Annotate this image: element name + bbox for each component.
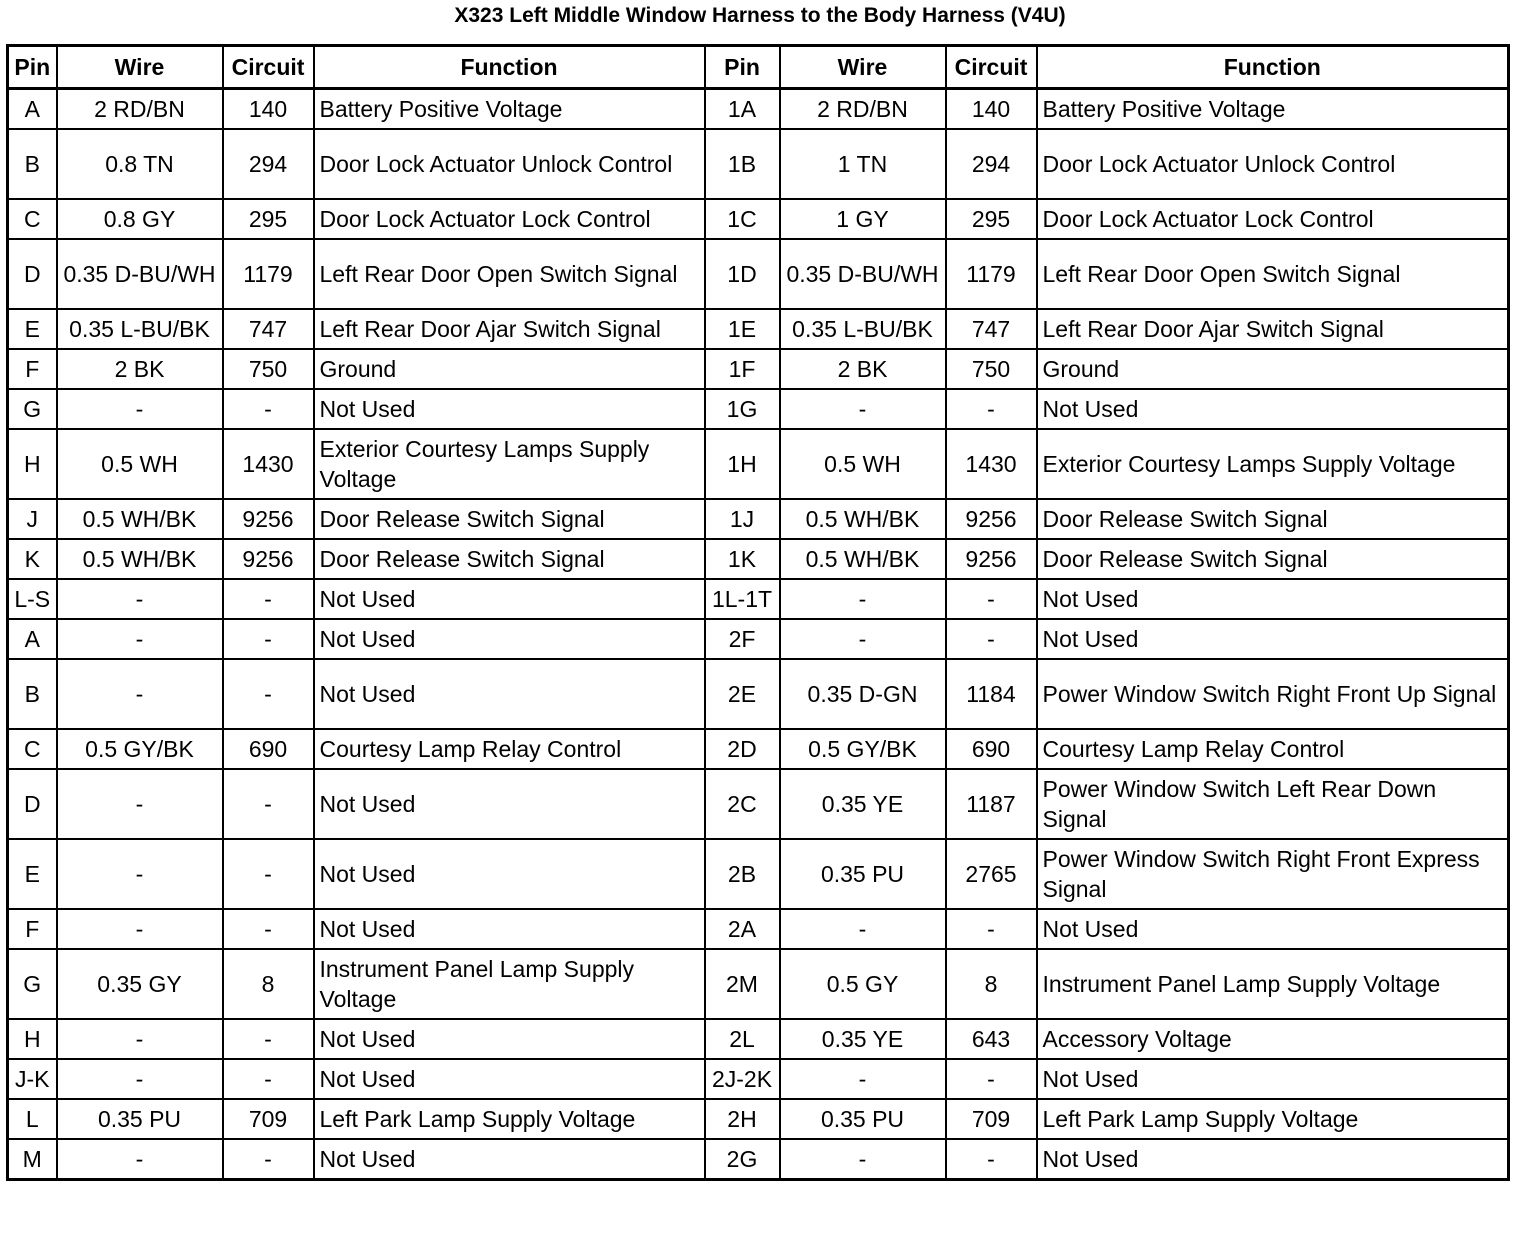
pin-cell-2: 1A <box>705 89 780 130</box>
wire-cell-2: - <box>780 1139 946 1180</box>
function-cell-2: Not Used <box>1037 579 1509 619</box>
circuit-cell-2: - <box>946 389 1037 429</box>
pin-cell-2: 1D <box>705 239 780 309</box>
circuit-cell-2: 9256 <box>946 499 1037 539</box>
pin-cell: D <box>8 239 57 309</box>
circuit-cell: - <box>223 659 314 729</box>
wire-cell: 0.35 PU <box>57 1099 223 1139</box>
wire-cell: - <box>57 1019 223 1059</box>
function-cell-2: Not Used <box>1037 1059 1509 1099</box>
circuit-cell-2: - <box>946 619 1037 659</box>
table-row <box>8 129 1509 199</box>
pin-cell: D <box>8 769 57 839</box>
wire-cell: - <box>57 659 223 729</box>
pin-cell-2: 2B <box>705 839 780 909</box>
function-cell-2: Power Window Switch Right Front Express Signal <box>1037 839 1509 909</box>
circuit-cell: 140 <box>223 89 314 130</box>
wire-cell-2: 2 RD/BN <box>780 89 946 130</box>
table-row <box>8 769 1509 839</box>
pin-cell-2: 1F <box>705 349 780 389</box>
circuit-cell: 9256 <box>223 499 314 539</box>
function-cell-2: Not Used <box>1037 1139 1509 1180</box>
pin-cell: G <box>8 949 57 1019</box>
wire-cell: - <box>57 839 223 909</box>
pin-cell-2: 2L <box>705 1019 780 1059</box>
wire-cell-2: 0.35 PU <box>780 1099 946 1139</box>
function-cell-2: Door Release Switch Signal <box>1037 499 1509 539</box>
pin-cell: L-S <box>8 579 57 619</box>
pin-cell: H <box>8 1019 57 1059</box>
wire-cell-2: 0.35 D-BU/WH <box>780 239 946 309</box>
wire-cell: - <box>57 909 223 949</box>
pin-cell-2: 2C <box>705 769 780 839</box>
page-title: X323 Left Middle Window Harness to the Body Harness (V4U) <box>454 4 1066 27</box>
table-row <box>8 539 1509 579</box>
function-cell: Not Used <box>314 769 705 839</box>
pin-cell: G <box>8 389 57 429</box>
pin-cell: C <box>8 729 57 769</box>
pin-cell: J <box>8 499 57 539</box>
pin-cell-2: 2D <box>705 729 780 769</box>
function-cell: Not Used <box>314 619 705 659</box>
table-row <box>8 909 1509 949</box>
pin-cell-2: 1L-1T <box>705 579 780 619</box>
wire-cell-2: 0.5 WH <box>780 429 946 499</box>
wire-cell-2: 0.35 YE <box>780 769 946 839</box>
wire-cell: 0.35 GY <box>57 949 223 1019</box>
pin-cell-2: 1K <box>705 539 780 579</box>
pin-cell: M <box>8 1139 57 1180</box>
function-cell-2: Courtesy Lamp Relay Control <box>1037 729 1509 769</box>
function-cell: Not Used <box>314 579 705 619</box>
function-cell-2: Power Window Switch Right Front Up Signal <box>1037 659 1509 729</box>
function-cell: Battery Positive Voltage <box>314 89 705 130</box>
wire-cell-2: 0.5 GY <box>780 949 946 1019</box>
wire-cell: 0.35 D-BU/WH <box>57 239 223 309</box>
circuit-cell: - <box>223 389 314 429</box>
table-row <box>8 949 1509 1019</box>
pin-cell: K <box>8 539 57 579</box>
pin-cell: E <box>8 839 57 909</box>
table-row <box>8 729 1509 769</box>
table-row <box>8 239 1509 309</box>
wire-cell: - <box>57 769 223 839</box>
wire-cell: - <box>57 579 223 619</box>
pin-cell: H <box>8 429 57 499</box>
circuit-cell-2: 1184 <box>946 659 1037 729</box>
header-pin-2: Pin <box>705 46 780 89</box>
pin-cell: L <box>8 1099 57 1139</box>
table-row <box>8 579 1509 619</box>
function-cell: Not Used <box>314 839 705 909</box>
table-row <box>8 839 1509 909</box>
pin-cell-2: 1J <box>705 499 780 539</box>
circuit-cell-2: 2765 <box>946 839 1037 909</box>
wire-cell: 0.5 WH <box>57 429 223 499</box>
wire-cell-2: 0.5 WH/BK <box>780 499 946 539</box>
function-cell-2: Left Rear Door Ajar Switch Signal <box>1037 309 1509 349</box>
function-cell: Exterior Courtesy Lamps Supply Voltage <box>314 429 705 499</box>
function-cell-2: Exterior Courtesy Lamps Supply Voltage <box>1037 429 1509 499</box>
table-row <box>8 619 1509 659</box>
pin-cell-2: 2H <box>705 1099 780 1139</box>
pinout-table <box>6 44 1510 1181</box>
circuit-cell: - <box>223 1139 314 1180</box>
wire-cell-2: 0.5 GY/BK <box>780 729 946 769</box>
header-wire-2: Wire <box>780 46 946 89</box>
table-row <box>8 1099 1509 1139</box>
function-cell-2: Power Window Switch Left Rear Down Signal <box>1037 769 1509 839</box>
function-cell-2: Left Park Lamp Supply Voltage <box>1037 1099 1509 1139</box>
wire-cell: 2 RD/BN <box>57 89 223 130</box>
circuit-cell: - <box>223 769 314 839</box>
circuit-cell-2: 1179 <box>946 239 1037 309</box>
wire-cell: 2 BK <box>57 349 223 389</box>
function-cell-2: Accessory Voltage <box>1037 1019 1509 1059</box>
function-cell: Door Lock Actuator Unlock Control <box>314 129 705 199</box>
wire-cell-2: 0.35 L-BU/BK <box>780 309 946 349</box>
pin-cell-2: 2J-2K <box>705 1059 780 1099</box>
header-wire: Wire <box>57 46 223 89</box>
circuit-cell-2: 690 <box>946 729 1037 769</box>
circuit-cell: 1430 <box>223 429 314 499</box>
function-cell: Left Park Lamp Supply Voltage <box>314 1099 705 1139</box>
table-row <box>8 389 1509 429</box>
pin-cell-2: 1H <box>705 429 780 499</box>
wire-cell-2: - <box>780 1059 946 1099</box>
header-circuit: Circuit <box>223 46 314 89</box>
pin-cell: F <box>8 349 57 389</box>
table-row <box>8 89 1509 130</box>
function-cell: Door Release Switch Signal <box>314 539 705 579</box>
wire-cell: - <box>57 389 223 429</box>
function-cell-2: Battery Positive Voltage <box>1037 89 1509 130</box>
circuit-cell-2: 140 <box>946 89 1037 130</box>
header-row <box>8 46 1509 89</box>
circuit-cell-2: 643 <box>946 1019 1037 1059</box>
wire-cell-2: 0.35 PU <box>780 839 946 909</box>
table-row <box>8 199 1509 239</box>
circuit-cell: 1179 <box>223 239 314 309</box>
table-row <box>8 429 1509 499</box>
circuit-cell-2: 9256 <box>946 539 1037 579</box>
circuit-cell: - <box>223 1059 314 1099</box>
wire-cell: - <box>57 619 223 659</box>
wire-cell-2: 2 BK <box>780 349 946 389</box>
function-cell-2: Ground <box>1037 349 1509 389</box>
function-cell-2: Not Used <box>1037 389 1509 429</box>
circuit-cell: - <box>223 909 314 949</box>
function-cell: Not Used <box>314 1019 705 1059</box>
table-row <box>8 1019 1509 1059</box>
wire-cell-2: 0.35 D-GN <box>780 659 946 729</box>
circuit-cell-2: 295 <box>946 199 1037 239</box>
wire-cell: 0.5 WH/BK <box>57 499 223 539</box>
function-cell: Not Used <box>314 1139 705 1180</box>
circuit-cell: 750 <box>223 349 314 389</box>
circuit-cell-2: 747 <box>946 309 1037 349</box>
function-cell: Not Used <box>314 389 705 429</box>
function-cell: Not Used <box>314 1059 705 1099</box>
circuit-cell: - <box>223 839 314 909</box>
function-cell-2: Left Rear Door Open Switch Signal <box>1037 239 1509 309</box>
wire-cell: 0.5 WH/BK <box>57 539 223 579</box>
circuit-cell: - <box>223 1019 314 1059</box>
circuit-cell: 709 <box>223 1099 314 1139</box>
wire-cell-2: 1 TN <box>780 129 946 199</box>
wire-cell-2: - <box>780 579 946 619</box>
function-cell: Not Used <box>314 659 705 729</box>
wire-cell-2: - <box>780 909 946 949</box>
circuit-cell-2: - <box>946 1139 1037 1180</box>
header-function: Function <box>314 46 705 89</box>
function-cell-2: Door Lock Actuator Lock Control <box>1037 199 1509 239</box>
table-row <box>8 659 1509 729</box>
circuit-cell: 690 <box>223 729 314 769</box>
function-cell: Left Rear Door Open Switch Signal <box>314 239 705 309</box>
header-pin: Pin <box>8 46 57 89</box>
pin-cell: F <box>8 909 57 949</box>
table-row <box>8 1139 1509 1180</box>
circuit-cell-2: 8 <box>946 949 1037 1019</box>
function-cell-2: Not Used <box>1037 619 1509 659</box>
function-cell-2: Door Release Switch Signal <box>1037 539 1509 579</box>
table-row <box>8 349 1509 389</box>
pin-cell: J-K <box>8 1059 57 1099</box>
circuit-cell-2: 294 <box>946 129 1037 199</box>
circuit-cell-2: - <box>946 909 1037 949</box>
circuit-cell: 294 <box>223 129 314 199</box>
circuit-cell-2: - <box>946 1059 1037 1099</box>
wire-cell: 0.8 GY <box>57 199 223 239</box>
table-row <box>8 499 1509 539</box>
wire-cell-2: - <box>780 619 946 659</box>
circuit-cell-2: 750 <box>946 349 1037 389</box>
header-function-2: Function <box>1037 46 1509 89</box>
wire-cell-2: - <box>780 389 946 429</box>
pin-cell-2: 2M <box>705 949 780 1019</box>
pin-cell-2: 1C <box>705 199 780 239</box>
function-cell: Door Lock Actuator Lock Control <box>314 199 705 239</box>
function-cell: Door Release Switch Signal <box>314 499 705 539</box>
circuit-cell: 9256 <box>223 539 314 579</box>
circuit-cell: 295 <box>223 199 314 239</box>
pin-cell: B <box>8 659 57 729</box>
function-cell: Instrument Panel Lamp Supply Voltage <box>314 949 705 1019</box>
pin-cell-2: 1B <box>705 129 780 199</box>
table-row <box>8 309 1509 349</box>
pin-cell: B <box>8 129 57 199</box>
wire-cell: - <box>57 1139 223 1180</box>
pin-cell: A <box>8 89 57 130</box>
wire-cell-2: 0.5 WH/BK <box>780 539 946 579</box>
function-cell-2: Not Used <box>1037 909 1509 949</box>
pin-cell-2: 2E <box>705 659 780 729</box>
circuit-cell: 747 <box>223 309 314 349</box>
wire-cell: 0.35 L-BU/BK <box>57 309 223 349</box>
pin-cell-2: 1E <box>705 309 780 349</box>
circuit-cell-2: 1430 <box>946 429 1037 499</box>
circuit-cell: 8 <box>223 949 314 1019</box>
wire-cell: - <box>57 1059 223 1099</box>
wire-cell: 0.8 TN <box>57 129 223 199</box>
wire-cell: 0.5 GY/BK <box>57 729 223 769</box>
pin-cell-2: 2F <box>705 619 780 659</box>
circuit-cell-2: 709 <box>946 1099 1037 1139</box>
circuit-cell-2: - <box>946 579 1037 619</box>
pin-cell-2: 2A <box>705 909 780 949</box>
pin-cell-2: 1G <box>705 389 780 429</box>
pin-cell: A <box>8 619 57 659</box>
circuit-cell: - <box>223 579 314 619</box>
function-cell: Left Rear Door Ajar Switch Signal <box>314 309 705 349</box>
table-row <box>8 1059 1509 1099</box>
pin-cell: C <box>8 199 57 239</box>
circuit-cell: - <box>223 619 314 659</box>
circuit-cell-2: 1187 <box>946 769 1037 839</box>
function-cell: Ground <box>314 349 705 389</box>
function-cell: Courtesy Lamp Relay Control <box>314 729 705 769</box>
function-cell-2: Instrument Panel Lamp Supply Voltage <box>1037 949 1509 1019</box>
wire-cell-2: 0.35 YE <box>780 1019 946 1059</box>
function-cell: Not Used <box>314 909 705 949</box>
pin-cell: E <box>8 309 57 349</box>
wire-cell-2: 1 GY <box>780 199 946 239</box>
pin-cell-2: 2G <box>705 1139 780 1180</box>
function-cell-2: Door Lock Actuator Unlock Control <box>1037 129 1509 199</box>
header-circuit-2: Circuit <box>946 46 1037 89</box>
table-body <box>8 89 1509 1180</box>
